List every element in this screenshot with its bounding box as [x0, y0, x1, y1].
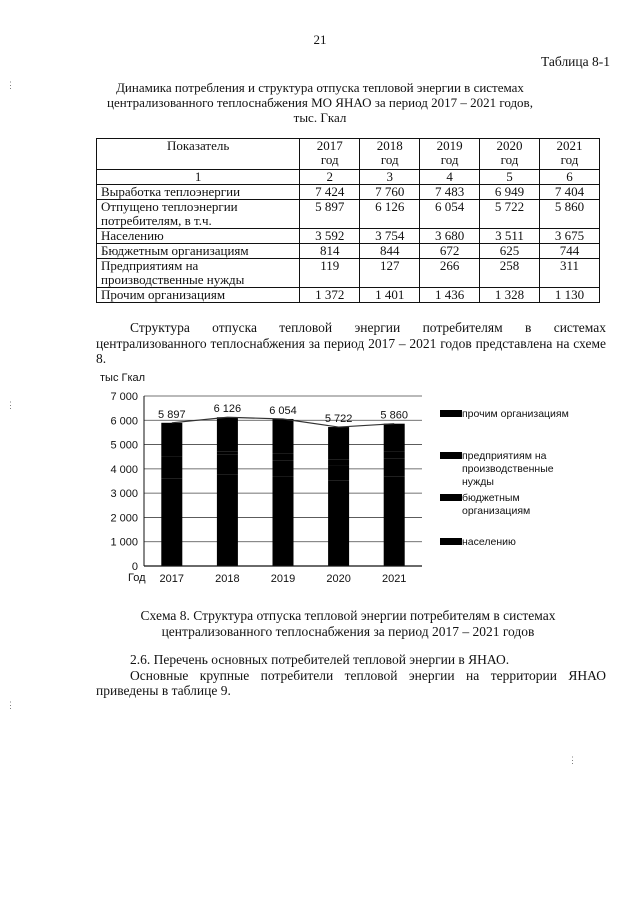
row-value: 6 126 [360, 200, 420, 229]
bar-segment [217, 454, 238, 474]
table-index-row [97, 170, 600, 185]
section-heading: 2.6. Перечень основных потребителей тепловой энергии в ЯНАО. [130, 652, 510, 667]
y-tick-label: 6 000 [110, 415, 138, 428]
row-value: 3 675 [540, 229, 600, 244]
bar-segment [328, 466, 349, 481]
bar-segment [328, 481, 349, 566]
total-data-label: 5 722 [324, 413, 353, 426]
title-line: тыс. Гкал [293, 110, 347, 125]
bar-segment [384, 459, 405, 477]
bar-segment [161, 423, 182, 456]
stacked-bar-chart [92, 366, 602, 586]
index-cell: 5 [480, 170, 540, 185]
row-value: 1 401 [360, 288, 420, 303]
legend-swatch [440, 538, 462, 545]
chart-caption [96, 608, 600, 639]
row-value: 127 [360, 259, 420, 288]
legend-label: населению [462, 536, 516, 548]
y-tick-label: 5 000 [110, 439, 138, 452]
bar-segment [217, 451, 238, 454]
legend-swatch [440, 410, 462, 417]
y-tick-label: 1 000 [110, 536, 138, 549]
index-cell: 2 [300, 170, 360, 185]
bar-segment [384, 424, 405, 451]
y-tick-label: 3 000 [110, 488, 138, 501]
bar-segment [161, 456, 182, 459]
data-table [96, 138, 600, 303]
bar-segment [161, 479, 182, 566]
row-value: 1 436 [420, 288, 480, 303]
y-tick-label: 4 000 [110, 463, 138, 476]
page-number: 21 [313, 32, 327, 47]
bar-segment [384, 477, 405, 566]
row-value: 3 680 [420, 229, 480, 244]
header-year: 2021 год [540, 139, 600, 170]
scan-mark: ⋮ [6, 700, 15, 710]
x-tick-label: 2019 [270, 573, 296, 585]
y-axis-title: тыс Гкал [100, 372, 146, 384]
section-text [96, 652, 606, 699]
row-value: 744 [540, 244, 600, 259]
row-value: 844 [360, 244, 420, 259]
legend-label: предприятиям на [462, 450, 547, 462]
bar-segment [273, 477, 294, 566]
row-value: 3 754 [360, 229, 420, 244]
y-tick-label: 2 000 [110, 512, 138, 525]
row-value: 258 [480, 259, 540, 288]
total-data-label: 6 054 [269, 404, 297, 417]
x-tick-label: 2017 [159, 573, 185, 585]
bar-segment [273, 454, 294, 460]
y-tick-label: 7 000 [110, 391, 138, 403]
row-label: Отпущено теплоэнергии потребителям, в т.ч. [97, 200, 300, 229]
table-title [90, 80, 550, 125]
table-header-row [97, 139, 600, 170]
bar-segment [217, 475, 238, 566]
row-value: 5 860 [540, 200, 600, 229]
table-row [97, 244, 600, 259]
header-year: 2020 год [480, 139, 540, 170]
row-label: Предприятиям на производственные нужды [97, 259, 300, 288]
x-axis-title: Год [128, 572, 146, 584]
legend-swatch [440, 494, 462, 501]
row-value: 814 [300, 244, 360, 259]
row-label: Бюджетным организациям [97, 244, 300, 259]
total-data-label: 5 897 [158, 408, 186, 421]
section-paragraph: Основные крупные потребители тепловой энергии на территории ЯНАО приведены в таблице 9. [96, 667, 606, 698]
table-label: Таблица 8-1 [541, 54, 610, 69]
row-value: 7 404 [540, 185, 600, 200]
total-data-label: 5 860 [380, 409, 408, 422]
x-tick-label: 2018 [215, 573, 240, 585]
row-value: 1 328 [480, 288, 540, 303]
row-value: 119 [300, 259, 360, 288]
legend-label: нужды [462, 476, 494, 488]
row-value: 7 760 [360, 185, 420, 200]
header-indicator: Показатель [97, 139, 300, 170]
index-cell: 4 [420, 170, 480, 185]
row-label: Прочим организациям [97, 288, 300, 303]
header-year: 2018 год [360, 139, 420, 170]
row-value: 3 511 [480, 229, 540, 244]
row-value: 1 372 [300, 288, 360, 303]
row-value: 6 054 [420, 200, 480, 229]
header-year: 2017 год [300, 139, 360, 170]
bar-segment [217, 417, 238, 451]
legend-label: организациям [462, 505, 531, 517]
y-tick-label: 0 [131, 561, 138, 573]
row-label: Населению [97, 229, 300, 244]
row-value: 625 [480, 244, 540, 259]
total-data-label: 6 126 [213, 403, 242, 416]
row-value: 7 424 [300, 185, 360, 200]
x-tick-label: 2021 [381, 573, 407, 585]
scan-mark: ⋮ [568, 755, 577, 765]
bar-segment [273, 460, 294, 476]
bar-segment [161, 459, 182, 479]
caption-line: Схема 8. Структура отпуска тепловой энергии потребителям в системах [140, 608, 556, 623]
row-value: 5 722 [480, 200, 540, 229]
table-row [97, 288, 600, 303]
title-line: Динамика потребления и структура отпуска тепловой энергии в системах [116, 80, 524, 95]
table-row [97, 200, 600, 229]
bar-segment [328, 459, 349, 465]
row-value: 672 [420, 244, 480, 259]
index-cell: 3 [360, 170, 420, 185]
table-row [97, 259, 600, 288]
scan-mark: ⋮ [6, 400, 15, 410]
row-value: 6 949 [480, 185, 540, 200]
row-label: Выработка теплоэнергии [97, 185, 300, 200]
intro-paragraph: Структура отпуска тепловой энергии потребителям в системах централизованного теплоснабжения за период 2017 – 2021 годов представлена на схеме 8. [96, 320, 606, 366]
row-value: 7 483 [420, 185, 480, 200]
row-value: 5 897 [300, 200, 360, 229]
x-tick-label: 2020 [326, 573, 351, 585]
table-row [97, 185, 600, 200]
index-cell: 6 [540, 170, 600, 185]
bar-segment [384, 451, 405, 459]
row-value: 311 [540, 259, 600, 288]
legend-label: бюджетным [462, 492, 520, 504]
scan-mark: ⋮ [6, 80, 15, 90]
legend-label: производственные [462, 463, 554, 475]
legend-label: прочим организациям [462, 408, 569, 420]
header-year: 2019 год [420, 139, 480, 170]
row-value: 266 [420, 259, 480, 288]
bar-segment [273, 419, 294, 454]
row-value: 1 130 [540, 288, 600, 303]
title-line: централизованного теплоснабжения МО ЯНАО за период 2017 – 2021 годов, [107, 95, 533, 110]
legend-swatch [440, 452, 462, 459]
table-row [97, 229, 600, 244]
caption-line: централизованного теплоснабжения за период 2017 – 2021 годов [161, 623, 535, 639]
row-value: 3 592 [300, 229, 360, 244]
bar-segment [328, 427, 349, 459]
index-cell: 1 [97, 170, 300, 185]
